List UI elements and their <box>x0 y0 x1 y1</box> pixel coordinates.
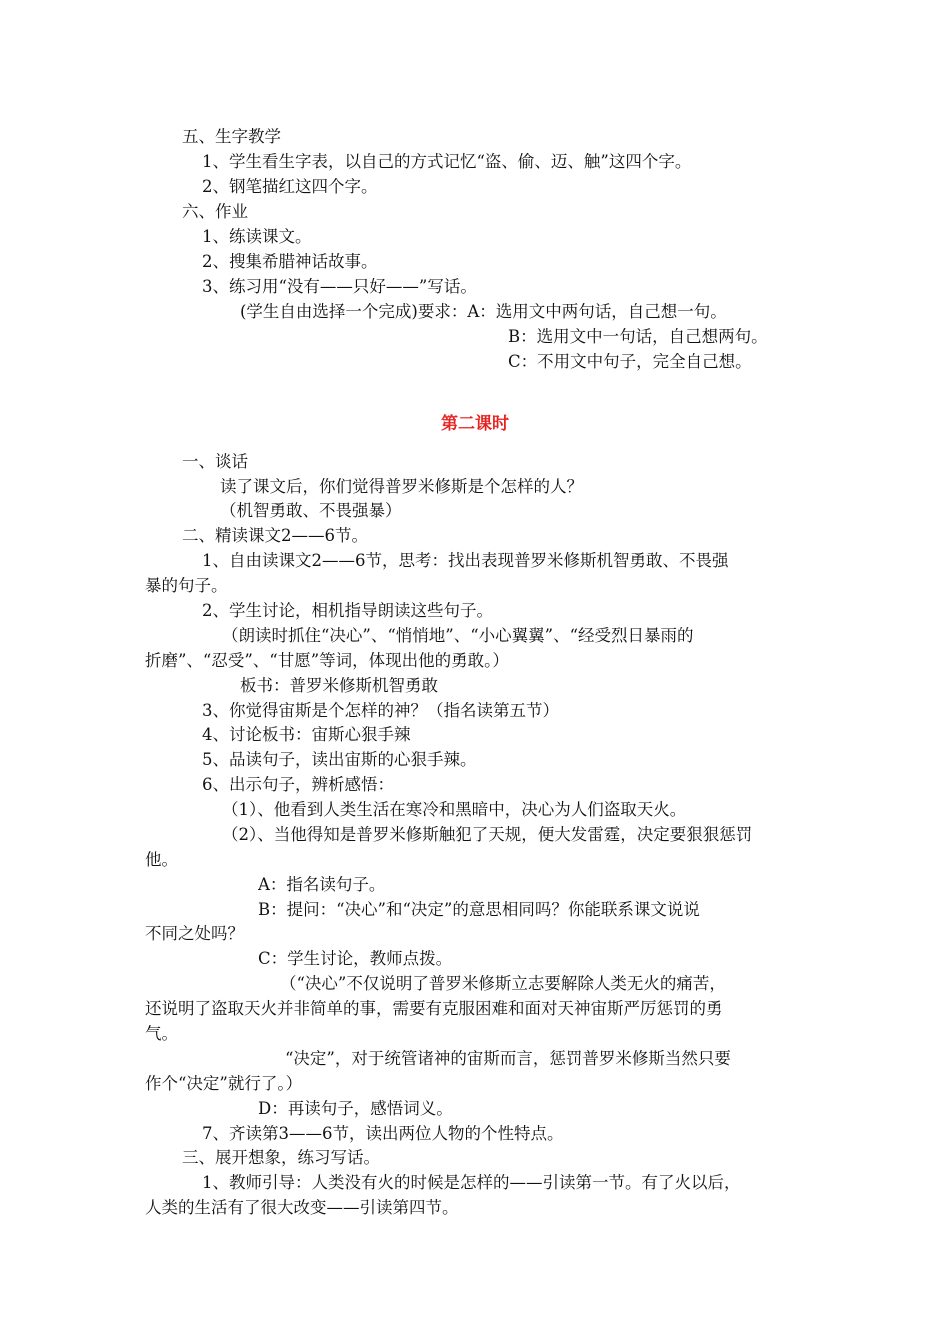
heading-one: 一、谈话 <box>182 452 248 471</box>
text-line: C：学生讨论，教师点拨。 <box>258 949 453 968</box>
text-line: D：再读句子，感悟词义。 <box>258 1099 453 1118</box>
requirement-c: C：不用文中句子，完全自己想。 <box>508 352 752 371</box>
text-line: （2）、当他得知是普罗米修斯触犯了天规，便大发雷霆，决定要狠狠惩罚 <box>222 825 753 844</box>
text-line: 4、讨论板书：宙斯心狠手辣 <box>202 725 411 744</box>
text-line: 他。 <box>145 850 178 869</box>
text-line: 气。 <box>145 1024 178 1043</box>
text-line: 读了课文后，你们觉得普罗米修斯是个怎样的人？ <box>220 477 583 496</box>
text-line: 2、搜集希腊神话故事。 <box>202 252 378 271</box>
text-line: 2、钢笔描红这四个字。 <box>202 177 378 196</box>
requirement-b: B：选用文中一句话，自己想两句。 <box>508 327 768 346</box>
requirement-a: (学生自由选择一个完成)要求：A：选用文中两句话，自己想一句。 <box>240 302 727 321</box>
board-note: 板书：普罗米修斯机智勇敢 <box>240 676 438 695</box>
heading-two: 二、精读课文2——6节。 <box>182 526 368 545</box>
text-line: 3、你觉得宙斯是个怎样的神？（指名读第五节） <box>202 701 559 720</box>
text-line: B：提问：“决心”和“决定”的意思相同吗？你能联系课文说说 <box>258 900 700 919</box>
text-line: 折磨”、“忍受”、“甘愿”等词，体现出他的勇敢。） <box>145 651 509 670</box>
text-line: （机智勇敢、不畏强暴） <box>220 501 402 520</box>
text-line: 1、自由读课文2——6节，思考：找出表现普罗米修斯机智勇敢、不畏强 <box>202 551 729 570</box>
text-line: 人类的生活有了很大改变——引读第四节。 <box>145 1198 459 1217</box>
text-line: 6、出示句子，辨析感悟： <box>202 775 394 794</box>
heading-five: 五、生字教学 <box>182 127 281 146</box>
text-line: 1、学生看生字表，以自己的方式记忆“盗、偷、迈、触”这四个字。 <box>202 152 692 171</box>
text-line: 5、品读句子，读出宙斯的心狠手辣。 <box>202 750 477 769</box>
text-line: 不同之处吗？ <box>145 924 244 943</box>
text-line: （“决心”不仅说明了普罗米修斯立志要解除人类无火的痛苦， <box>280 974 726 993</box>
text-line: 1、教师引导：人类没有火的时候是怎样的——引读第一节。有了火以后， <box>202 1173 741 1192</box>
text-line: “决定”，对于统管诸神的宙斯而言，惩罚普罗米修斯当然只要 <box>285 1049 731 1068</box>
heading-three: 三、展开想象，练习写话。 <box>182 1148 380 1167</box>
text-line: 2、学生讨论，相机指导朗读这些句子。 <box>202 601 493 620</box>
text-line: 7、齐读第3——6节，读出两位人物的个性特点。 <box>202 1124 564 1143</box>
text-line: （朗读时抓住“决心”、“悄悄地”、“小心翼翼”、“经受烈日暴雨的 <box>222 626 694 645</box>
text-line: 暴的句子。 <box>145 576 228 595</box>
text-line: 3、练习用“没有——只好——”写话。 <box>202 277 477 296</box>
text-line: （1）、他看到人类生活在寒冷和黑暗中，决心为人们盗取天火。 <box>222 800 687 819</box>
lesson-title: 第二课时 <box>441 414 509 434</box>
text-line: 1、练读课文。 <box>202 227 312 246</box>
text-line: 作个“决定”就行了。） <box>145 1074 303 1093</box>
heading-six: 六、作业 <box>182 202 248 221</box>
text-line: 还说明了盗取天火并非简单的事，需要有克服困难和面对天神宙斯严厉惩罚的勇 <box>145 999 723 1018</box>
text-line: A：指名读句子。 <box>258 875 386 894</box>
